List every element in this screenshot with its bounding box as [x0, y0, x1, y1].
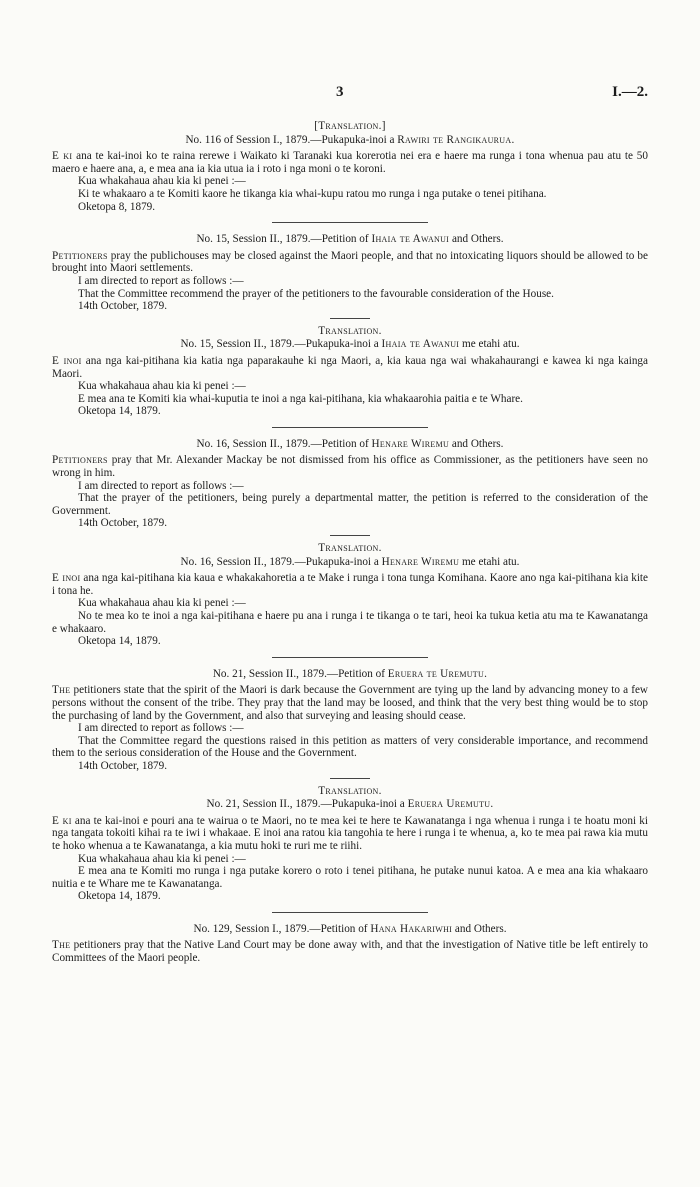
- short-divider: [330, 535, 370, 536]
- directed-line: Kua whakahaua ahau kia ki penei :—: [78, 597, 246, 610]
- recommendation: Ki te whakaaro a te Komiti kaore he tikanga kia whai-kupu ratou mo runga i nga putake o tenei pitihana.: [78, 187, 547, 200]
- date-line: 14th October, 1879.: [78, 300, 168, 313]
- petition-title: [52, 438, 648, 451]
- date-line: Oketopa 14, 1879.: [78, 635, 161, 648]
- lead-word: E ki: [52, 150, 73, 163]
- lead-word: E ki: [52, 814, 72, 827]
- section-divider: [272, 912, 428, 913]
- title-suffix: and Others.: [452, 922, 507, 935]
- lead-word: E inoi: [52, 572, 81, 585]
- directed-line: I am directed to report as follows :—: [78, 479, 244, 492]
- directed-line: I am directed to report as follows :—: [78, 722, 244, 735]
- title-suffix: me etahi atu.: [459, 555, 520, 568]
- petition-21: [52, 668, 648, 903]
- title-prefix: No. 129, Session I., 1879.—Petition of: [193, 922, 371, 935]
- recommendation: That the Committee regard the questions raised in this petition as matters of very considerable importance, and recommend them to the serious consideration of the House and the Government.: [52, 734, 648, 760]
- translation-label: Translation.: [318, 542, 382, 555]
- translation-body: [52, 572, 648, 597]
- date-line: Oketopa 14, 1879.: [78, 405, 161, 418]
- body-text: pray the publichouses may be closed against the Maori people, and that no intoxicating liquors should be allowed to be brought into Maori settlements.: [52, 249, 648, 275]
- translation-title: [52, 798, 648, 811]
- section-divider: [272, 222, 428, 223]
- translation-label: Translation.: [318, 784, 382, 797]
- document-reference: I.—2.: [612, 84, 648, 100]
- section-title: [52, 134, 648, 147]
- body-paragraph: [52, 150, 648, 175]
- date-line: 14th October, 1879.: [78, 517, 168, 530]
- title-prefix: No. 16, Session II., 1879.—Petition of: [196, 437, 372, 450]
- body-text: pray that Mr. Alexander Mackay be not dismissed from his office as Commissioner, as the petitioners have seen no wrong in him.: [52, 454, 648, 480]
- lead-word: Petitioners: [52, 249, 108, 262]
- title-prefix: No. 116 of Session I., 1879.—Pukapuka-inoi a: [185, 133, 398, 146]
- lead-word: E inoi: [52, 354, 82, 367]
- title-prefix: No. 15, Session II., 1879.—Pukapuka-inoi a: [180, 338, 382, 351]
- body-text: ana nga kai-pitihana kia kaua e whakakahoretia a te Make i runga i tona tunga Komihana. Kaore ano nga kai-pitihana kia kite i tona he.: [52, 572, 648, 597]
- section-divider: [272, 657, 428, 658]
- body-text: petitioners pray that the Native Land Court may be done away with, and that the investigation of Native title be left entirely to Committees of the Maori people.: [52, 939, 648, 965]
- translation-label: [Translation.]: [314, 120, 386, 132]
- petition-16: [52, 438, 648, 648]
- section-divider: [272, 427, 428, 428]
- title-prefix: No. 16, Session II., 1879.—Pukapuka-inoi a: [180, 555, 382, 568]
- body-text: ana te kai-inoi ko te raina rerewe i Waikato ki Taranaki kua korerotia nei era e haere ma runga i tona whenua pau atu te 50 maero e haere ana, a, e mea ana ia kia utua ia i roto i nga moni o te koroni.: [52, 150, 648, 175]
- directed-line: I am directed to report as follows :—: [78, 274, 244, 287]
- title-prefix: No. 15, Session II., 1879.—Petition of: [196, 233, 372, 246]
- petition-15: [52, 233, 648, 418]
- date-line: 14th October, 1879.: [78, 759, 168, 772]
- translation-title: [52, 556, 648, 569]
- body-paragraph: [52, 939, 648, 964]
- petitioner-name: Rawiri te Rangikaurua.: [397, 133, 515, 146]
- short-divider: [330, 778, 370, 779]
- page-header: [52, 86, 648, 120]
- recommendation: E mea ana te Komiti kia whai-kuputia te inoi a nga kai-pitihana, kia whakaarohia paitia e te Whare.: [78, 392, 523, 405]
- recommendation: No te mea ko te inoi a nga kai-pitihana e haere pu ana i runga i te tikanga o te tari, heoi ka tukua ketia atu ma te Kawanatanga e whakaaro.: [52, 610, 648, 635]
- lead-word: The: [52, 684, 71, 697]
- body-text: ana nga kai-pitihana kia katia nga paparakauhe ki nga Maori, a, kia kaua nga wai whakahaurangi e kawea ki nga kainga Maori.: [52, 354, 648, 380]
- petitioner-name: Ihaia te Awanui: [381, 338, 460, 351]
- body-text: petitioners state that the spirit of the Maori is dark because the Government are tying up the land by advancing money to a few persons without the consent of the tribe. They pray that the land may be loosed, and think that the very best thing would be to stop the purchasing of land by the Government, and also that surveying and leasing should cease.: [52, 684, 648, 722]
- date-line: Oketopa 8, 1879.: [78, 200, 156, 213]
- body-paragraph: [52, 684, 648, 722]
- translation-body: [52, 355, 648, 380]
- page-number: 3: [336, 84, 344, 100]
- petition-title: [52, 668, 648, 681]
- translation-title: [52, 338, 648, 351]
- title-suffix: me etahi atu.: [459, 338, 520, 351]
- petitioner-name: Eruera te Uremutu.: [387, 667, 488, 680]
- title-suffix: and Others.: [449, 437, 504, 450]
- petitioner-name: Henare Wiremu: [381, 555, 460, 568]
- petitioner-name: Hana Hakariwhi: [370, 922, 453, 935]
- lead-word: The: [52, 939, 71, 952]
- short-divider: [330, 318, 370, 319]
- petition-129: [52, 923, 648, 965]
- body-text: ana te kai-inoi e pouri ana te wairua o te Maori, no te mea kei te here te Kawanatanga i nga whenua i runga i te hoatu moni ki nga tangata tokoiti kihai ra te iwi i whakaae. E inoi ana ratou kia tangohia te here i runga i te whenua, a, ko te mea pai rawa kia mutu te hoko whenua a te Kawanatanga, a kia mutu hoki te ruri me te riihi.: [52, 814, 648, 852]
- petitioner-name: Ihaia te Awanui: [371, 233, 450, 246]
- title-suffix: and Others.: [449, 233, 504, 246]
- directed-line: Kua whakahaua ahau kia ki penei :—: [78, 380, 246, 393]
- body-paragraph: [52, 250, 648, 275]
- date-line: Oketopa 14, 1879.: [78, 890, 161, 903]
- document-page: [52, 86, 648, 965]
- petition-title: [52, 233, 648, 246]
- petitioner-name: Henare Wiremu: [371, 437, 450, 450]
- title-prefix: No. 21, Session II., 1879.—Pukapuka-inoi a: [206, 798, 408, 811]
- directed-line: Kua whakahaua ahau kia ki penei :—: [78, 852, 246, 865]
- petitioner-name: Eruera Uremutu.: [407, 798, 494, 811]
- recommendation: That the Committee recommend the prayer of the petitioners to the favourable consideration of the House.: [78, 287, 554, 300]
- translation-label: Translation.: [318, 324, 382, 337]
- recommendation: That the prayer of the petitioners, being purely a departmental matter, the petition is referred to the consideration of the Government.: [52, 492, 648, 517]
- petition-title: [52, 923, 648, 936]
- directed-line: Kua whakahaua ahau kia ki penei :—: [78, 175, 246, 188]
- title-prefix: No. 21, Session II., 1879.—Petition of: [212, 667, 388, 680]
- translation-body: [52, 815, 648, 853]
- section-116: [52, 120, 648, 213]
- recommendation: E mea ana te Komiti mo runga i nga putake korero o roto i tenei pitihana, he putake nunui katoa. A e mea ana kia whakaaro nuitia e te Whare me te Kawanatanga.: [52, 865, 648, 890]
- lead-word: Petitioners: [52, 454, 108, 467]
- body-paragraph: [52, 454, 648, 479]
